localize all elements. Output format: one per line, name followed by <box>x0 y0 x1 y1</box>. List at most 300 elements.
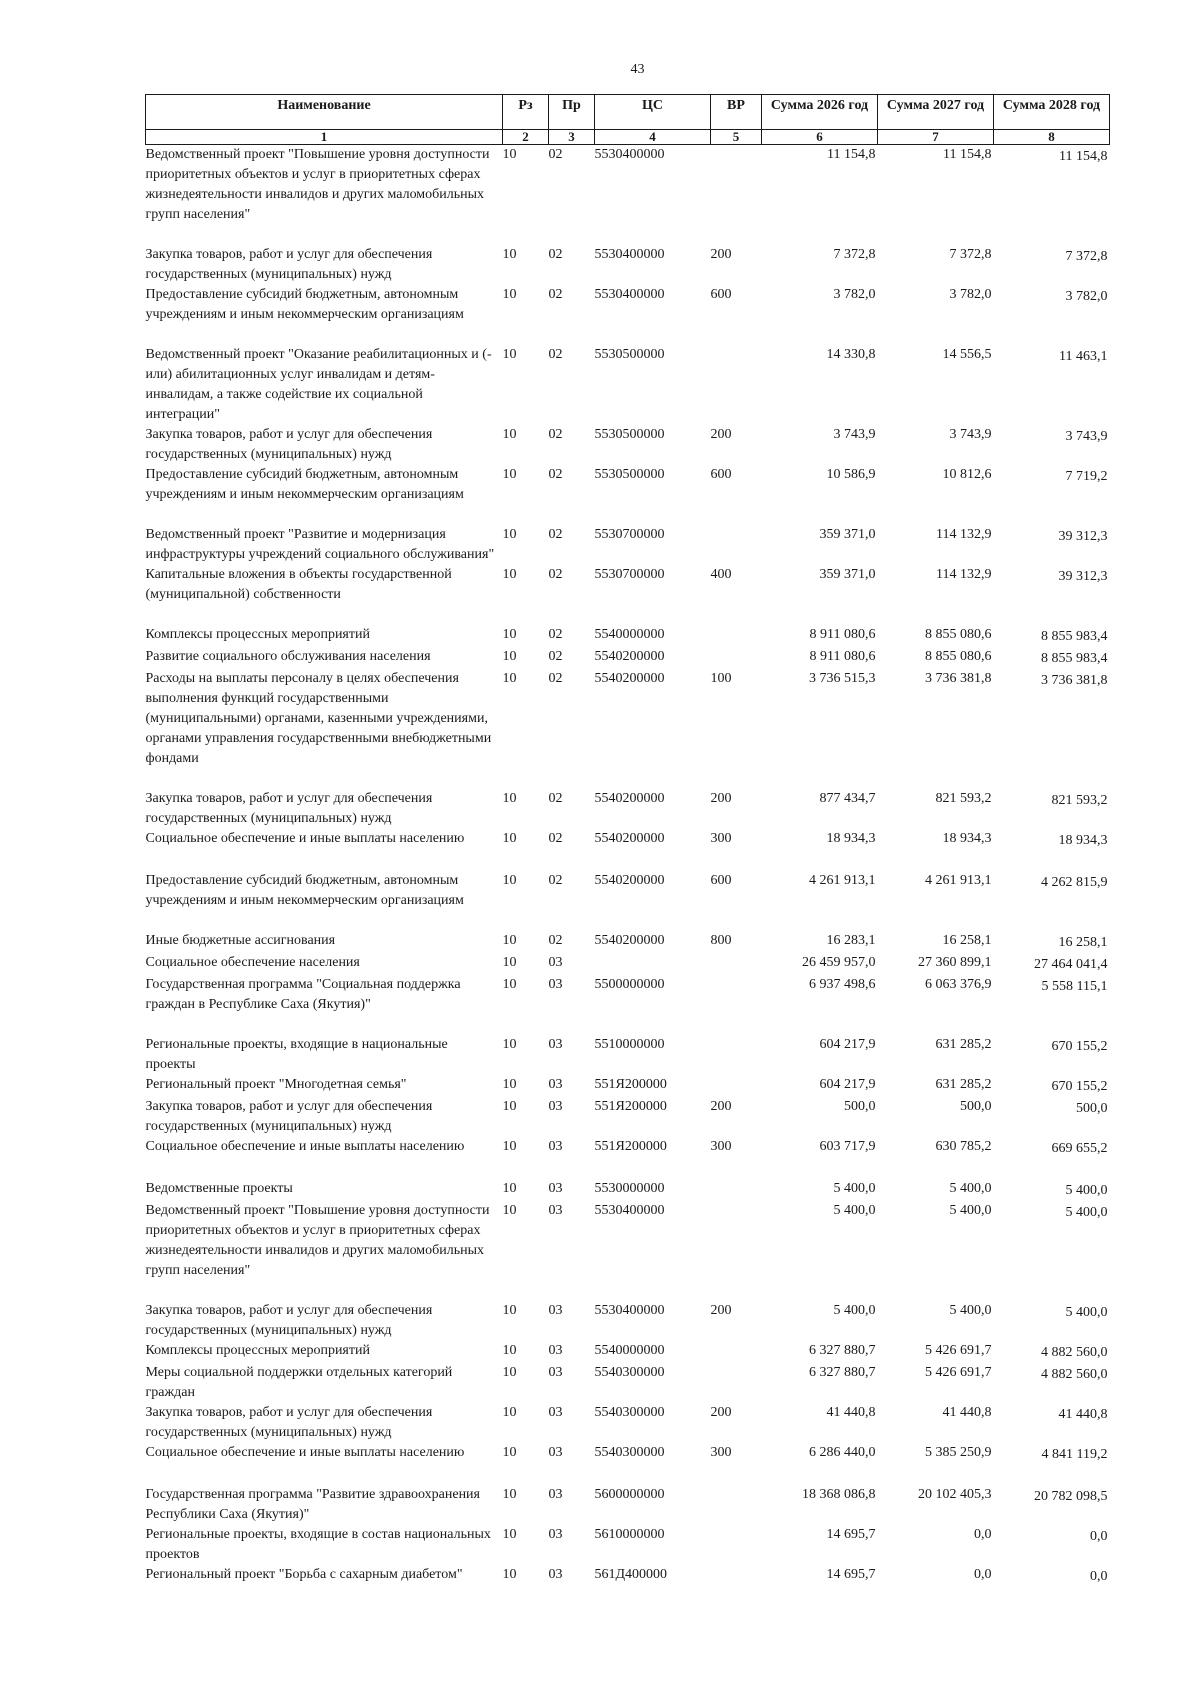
row-cs: 5530400000 <box>594 1203 665 1218</box>
row-vr <box>711 1179 762 1201</box>
row-sum-2026: 603 717,9 <box>819 1139 876 1154</box>
row-name: Ведомственный проект "Повышение уровня доступности приоритетных объектов и услуг в приоритетных сферах жизнедеятельности инвалидов и других маломобильных групп населения" <box>145 1203 490 1278</box>
row-name: Капитальные вложения в объекты государственной (муниципальной) собственности <box>145 567 452 602</box>
row-vr <box>711 1363 762 1403</box>
header-sum-2026: Сумма 2026 год <box>762 95 878 130</box>
row-sum-2027: 8 855 080,6 <box>925 649 992 664</box>
row-sum-2026: 7 372,8 <box>833 247 876 262</box>
row-pr: 03 <box>548 1099 563 1114</box>
row-pr: 02 <box>548 147 563 162</box>
row-sum-2027: 3 743,9 <box>949 427 992 442</box>
row-sum-2028: 39 312,3 <box>1058 569 1108 584</box>
row-pr: 02 <box>548 933 563 948</box>
row-sum-2026: 4 261 913,1 <box>809 873 876 888</box>
table-row <box>146 1201 1110 1281</box>
row-rz: 10 <box>502 671 517 686</box>
row-pr: 03 <box>548 1077 563 1092</box>
row-cs: 5540200000 <box>594 791 665 806</box>
row-sum-2028: 11 154,8 <box>1059 149 1108 164</box>
header-rz: Рз <box>503 95 549 130</box>
row-spacer <box>146 1465 1110 1485</box>
row-sum-2026: 877 434,7 <box>819 791 876 806</box>
header-pr: Пр <box>549 95 595 130</box>
row-spacer <box>146 325 1110 345</box>
row-sum-2027: 11 154,8 <box>943 147 992 162</box>
row-cs: 551Я200000 <box>594 1077 667 1092</box>
row-cs: 5530400000 <box>594 1303 665 1318</box>
table-row <box>146 1443 1110 1465</box>
row-vr <box>711 953 762 975</box>
row-vr: 600 <box>710 873 732 888</box>
row-name: Комплексы процессных мероприятий <box>145 627 370 642</box>
row-name: Региональный проект "Борьба с сахарным диабетом" <box>145 1567 463 1582</box>
row-sum-2026: 5 400,0 <box>833 1203 876 1218</box>
row-sum-2027: 18 934,3 <box>942 831 992 846</box>
row-name: Расходы на выплаты персоналу в целях обеспечения выполнения функций государственными (муниципальными) органами, казенными учреждениями, органами управления государственными внебюджетными фондами <box>145 671 492 766</box>
row-rz: 10 <box>502 1203 517 1218</box>
row-name: Региональный проект "Многодетная семья" <box>145 1077 407 1092</box>
row-sum-2027: 5 400,0 <box>949 1303 992 1318</box>
row-sum-2027: 5 426 691,7 <box>925 1365 992 1380</box>
row-sum-2027: 3 736 381,8 <box>925 671 992 686</box>
column-number: 6 <box>762 130 878 145</box>
row-rz: 10 <box>502 649 517 664</box>
header-vr: ВР <box>711 95 762 130</box>
row-sum-2028: 0,0 <box>1090 1569 1108 1584</box>
row-sum-2026: 5 400,0 <box>833 1181 876 1196</box>
row-sum-2028: 670 155,2 <box>1051 1039 1108 1054</box>
row-pr: 03 <box>548 1181 563 1196</box>
row-sum-2027: 114 132,9 <box>936 527 992 542</box>
row-sum-2028: 5 400,0 <box>1065 1205 1108 1220</box>
table-row <box>146 1341 1110 1363</box>
row-pr: 02 <box>548 527 563 542</box>
row-sum-2028: 5 400,0 <box>1065 1305 1108 1320</box>
row-rz: 10 <box>502 1303 517 1318</box>
column-number: 2 <box>503 130 549 145</box>
row-vr: 300 <box>710 1445 732 1460</box>
row-cs: 5610000000 <box>594 1527 665 1542</box>
header-sum-2027: Сумма 2027 год <box>878 95 994 130</box>
row-vr: 200 <box>710 1405 732 1420</box>
row-rz: 10 <box>502 873 517 888</box>
row-rz: 10 <box>502 1037 517 1052</box>
row-sum-2028: 4 841 119,2 <box>1041 1447 1108 1462</box>
row-sum-2028: 0,0 <box>1090 1529 1108 1544</box>
row-name: Развитие социального обслуживания населения <box>145 649 431 664</box>
table-row <box>146 465 1110 505</box>
row-sum-2027: 4 261 913,1 <box>925 873 992 888</box>
column-number-row <box>146 130 1110 145</box>
column-number: 8 <box>994 130 1110 145</box>
row-pr: 03 <box>548 1567 563 1582</box>
row-name: Закупка товаров, работ и услуг для обеспечения государственных (муниципальных) нужд <box>145 1303 433 1338</box>
table-row <box>146 871 1110 911</box>
row-rz: 10 <box>502 791 517 806</box>
row-cs: 5530500000 <box>594 347 665 362</box>
table-row <box>146 1403 1110 1443</box>
row-rz: 10 <box>502 1099 517 1114</box>
row-spacer <box>146 911 1110 931</box>
row-cs: 5540000000 <box>594 627 665 642</box>
row-sum-2026: 10 586,9 <box>826 467 876 482</box>
row-sum-2026: 500,0 <box>844 1099 876 1114</box>
row-sum-2027: 5 385 250,9 <box>925 1445 992 1460</box>
row-vr <box>711 345 762 425</box>
row-vr: 800 <box>710 933 732 948</box>
row-sum-2028: 11 463,1 <box>1059 349 1108 364</box>
table-row <box>146 1179 1110 1201</box>
row-cs: 5530500000 <box>594 467 665 482</box>
row-sum-2028: 4 882 560,0 <box>1041 1345 1108 1360</box>
row-vr <box>711 1075 762 1097</box>
header-cs: ЦС <box>595 95 711 130</box>
row-sum-2027: 821 593,2 <box>935 791 992 806</box>
row-sum-2027: 631 285,2 <box>935 1037 992 1052</box>
row-name: Иные бюджетные ассигнования <box>145 933 336 948</box>
row-cs: 551Я200000 <box>594 1139 667 1154</box>
row-sum-2028: 27 464 041,4 <box>1034 957 1108 972</box>
row-cs: 5530000000 <box>594 1181 665 1196</box>
row-name: Социальное обеспечение и иные выплаты населению <box>145 1445 465 1460</box>
row-rz: 10 <box>502 1139 517 1154</box>
table-row <box>146 1363 1110 1403</box>
row-vr: 600 <box>710 467 732 482</box>
row-name: Региональные проекты, входящие в национальные проекты <box>145 1037 448 1072</box>
row-name: Ведомственный проект "Оказание реабилитационных и (-или) абилитационных услуг инвалидам и детям-инвалидам, а также содействие их социальной интеграции" <box>145 347 492 422</box>
table-row <box>146 1485 1110 1525</box>
row-sum-2028: 4 262 815,9 <box>1041 875 1108 890</box>
table-row <box>146 345 1110 425</box>
header-name: Наименование <box>146 95 503 130</box>
row-cs: 5540200000 <box>594 649 665 664</box>
row-sum-2026: 14 330,8 <box>826 347 876 362</box>
row-cs <box>595 953 711 975</box>
row-sum-2026: 14 695,7 <box>826 1527 876 1542</box>
row-pr: 03 <box>548 1139 563 1154</box>
row-rz: 10 <box>502 1567 517 1582</box>
row-sum-2026: 6 286 440,0 <box>809 1445 876 1460</box>
row-pr: 03 <box>548 1203 563 1218</box>
table-row <box>146 975 1110 1015</box>
row-sum-2026: 26 459 957,0 <box>802 955 876 970</box>
row-sum-2026: 8 911 080,6 <box>809 627 876 642</box>
row-pr: 02 <box>548 791 563 806</box>
row-sum-2026: 359 371,0 <box>819 567 876 582</box>
row-rz: 10 <box>502 627 517 642</box>
row-sum-2028: 3 743,9 <box>1065 429 1108 444</box>
table-row <box>146 1075 1110 1097</box>
table-row <box>146 245 1110 285</box>
row-pr: 03 <box>548 1405 563 1420</box>
row-cs: 5540200000 <box>594 933 665 948</box>
row-rz: 10 <box>502 1527 517 1542</box>
table-row <box>146 145 1110 226</box>
table-row <box>146 789 1110 829</box>
row-cs: 5530400000 <box>594 147 665 162</box>
row-sum-2028: 7 719,2 <box>1065 469 1108 484</box>
table-row <box>146 625 1110 647</box>
row-name: Социальное обеспечение и иные выплаты населению <box>145 1139 465 1154</box>
row-name: Закупка товаров, работ и услуг для обеспечения государственных (муниципальных) нужд <box>145 1099 433 1134</box>
row-sum-2027: 41 440,8 <box>942 1405 992 1420</box>
row-sum-2028: 16 258,1 <box>1058 935 1108 950</box>
row-sum-2026: 5 400,0 <box>833 1303 876 1318</box>
row-rz: 10 <box>502 287 517 302</box>
row-pr: 03 <box>548 955 563 970</box>
row-vr: 200 <box>710 1303 732 1318</box>
row-spacer <box>146 1281 1110 1301</box>
row-name: Региональные проекты, входящие в состав национальных проектов <box>145 1527 491 1562</box>
table-header-row <box>146 95 1110 130</box>
row-rz: 10 <box>502 1077 517 1092</box>
row-rz: 10 <box>502 427 517 442</box>
table-body <box>146 145 1110 1588</box>
row-pr: 02 <box>548 247 563 262</box>
row-name: Ведомственные проекты <box>145 1181 293 1196</box>
row-pr: 02 <box>548 567 563 582</box>
row-rz: 10 <box>502 977 517 992</box>
row-name: Предоставление субсидий бюджетным, автономным учреждениям и иным некоммерческим организациям <box>145 287 464 322</box>
row-sum-2027: 114 132,9 <box>936 567 992 582</box>
row-pr: 03 <box>548 1343 563 1358</box>
row-pr: 02 <box>548 347 563 362</box>
row-sum-2026: 6 327 880,7 <box>809 1365 876 1380</box>
row-pr: 03 <box>548 977 563 992</box>
row-cs: 5540200000 <box>594 671 665 686</box>
row-cs: 561Д400000 <box>594 1567 668 1582</box>
row-pr: 02 <box>548 831 563 846</box>
row-sum-2028: 41 440,8 <box>1058 1407 1108 1422</box>
row-rz: 10 <box>502 1445 517 1460</box>
column-number: 4 <box>595 130 711 145</box>
row-vr: 300 <box>710 1139 732 1154</box>
row-cs: 5540300000 <box>594 1405 665 1420</box>
row-pr: 02 <box>548 467 563 482</box>
row-cs: 5540300000 <box>594 1365 665 1380</box>
row-pr: 02 <box>548 649 563 664</box>
table-row <box>146 425 1110 465</box>
row-rz: 10 <box>502 1181 517 1196</box>
row-pr: 02 <box>548 873 563 888</box>
row-cs: 5510000000 <box>594 1037 665 1052</box>
row-vr <box>711 975 762 1015</box>
row-cs: 5540000000 <box>594 1343 665 1358</box>
row-sum-2027: 27 360 899,1 <box>918 955 992 970</box>
row-name: Предоставление субсидий бюджетным, автономным учреждениям и иным некоммерческим организациям <box>145 873 464 908</box>
row-pr: 03 <box>548 1487 563 1502</box>
table-row <box>146 669 1110 769</box>
row-name: Государственная программа "Социальная поддержка граждан в Республике Саха (Якутия)" <box>145 977 461 1012</box>
row-sum-2026: 3 736 515,3 <box>809 671 876 686</box>
row-vr: 200 <box>710 247 732 262</box>
row-rz: 10 <box>502 1343 517 1358</box>
row-sum-2026: 359 371,0 <box>819 527 876 542</box>
row-vr <box>711 145 762 226</box>
row-name: Социальное обеспечение населения <box>145 955 360 970</box>
row-sum-2026: 604 217,9 <box>819 1037 876 1052</box>
row-vr: 200 <box>710 791 732 806</box>
row-rz: 10 <box>502 567 517 582</box>
column-number: 1 <box>146 130 503 145</box>
row-sum-2027: 630 785,2 <box>935 1139 992 1154</box>
row-cs: 5540200000 <box>594 873 665 888</box>
row-sum-2027: 5 426 691,7 <box>925 1343 992 1358</box>
row-spacer <box>146 605 1110 625</box>
row-sum-2028: 8 855 983,4 <box>1041 629 1108 644</box>
table-row <box>146 829 1110 851</box>
row-cs: 5600000000 <box>594 1487 665 1502</box>
table-row <box>146 1525 1110 1565</box>
row-sum-2028: 3 736 381,8 <box>1041 673 1108 688</box>
row-name: Социальное обеспечение и иные выплаты населению <box>145 831 465 846</box>
row-vr <box>711 1525 762 1565</box>
row-sum-2027: 5 400,0 <box>949 1203 992 1218</box>
row-rz: 10 <box>502 347 517 362</box>
row-vr: 600 <box>710 287 732 302</box>
row-cs: 5530700000 <box>594 567 665 582</box>
row-sum-2027: 500,0 <box>960 1099 992 1114</box>
row-vr: 200 <box>710 427 732 442</box>
row-sum-2027: 0,0 <box>974 1527 992 1542</box>
row-sum-2027: 20 102 405,3 <box>918 1487 992 1502</box>
row-sum-2028: 39 312,3 <box>1058 529 1108 544</box>
row-vr: 200 <box>710 1099 732 1114</box>
row-sum-2026: 41 440,8 <box>826 1405 876 1420</box>
column-number: 7 <box>878 130 994 145</box>
row-sum-2027: 3 782,0 <box>949 287 992 302</box>
row-pr: 02 <box>548 427 563 442</box>
row-sum-2028: 5 558 115,1 <box>1041 979 1108 994</box>
row-cs: 5530700000 <box>594 527 665 542</box>
row-vr: 400 <box>710 567 732 582</box>
row-sum-2028: 3 782,0 <box>1065 289 1108 304</box>
row-vr: 100 <box>710 671 732 686</box>
row-sum-2028: 4 882 560,0 <box>1041 1367 1108 1382</box>
row-pr: 02 <box>548 671 563 686</box>
row-name: Закупка товаров, работ и услуг для обеспечения государственных (муниципальных) нужд <box>145 247 433 282</box>
row-rz: 10 <box>502 955 517 970</box>
row-vr <box>711 525 762 565</box>
row-rz: 10 <box>502 1405 517 1420</box>
table-row <box>146 1097 1110 1137</box>
row-sum-2028: 669 655,2 <box>1051 1141 1108 1156</box>
table-row <box>146 1137 1110 1159</box>
row-sum-2027: 631 285,2 <box>935 1077 992 1092</box>
row-name: Комплексы процессных мероприятий <box>145 1343 370 1358</box>
row-cs: 551Я200000 <box>594 1099 667 1114</box>
row-pr: 02 <box>548 287 563 302</box>
row-sum-2028: 20 782 098,5 <box>1034 1489 1108 1504</box>
table-row <box>146 1301 1110 1341</box>
row-pr: 03 <box>548 1303 563 1318</box>
row-vr <box>711 647 762 669</box>
column-number: 3 <box>549 130 595 145</box>
row-rz: 10 <box>502 1365 517 1380</box>
row-spacer <box>146 1015 1110 1035</box>
row-sum-2026: 18 934,3 <box>826 831 876 846</box>
budget-table <box>145 94 1110 1587</box>
table-row <box>146 931 1110 953</box>
table-row <box>146 1565 1110 1587</box>
row-name: Закупка товаров, работ и услуг для обеспечения государственных (муниципальных) нужд <box>145 427 433 462</box>
row-rz: 10 <box>502 467 517 482</box>
row-sum-2028: 821 593,2 <box>1051 793 1108 808</box>
row-sum-2028: 5 400,0 <box>1065 1183 1108 1198</box>
row-sum-2028: 18 934,3 <box>1058 833 1108 848</box>
row-vr <box>711 1201 762 1281</box>
row-rz: 10 <box>502 831 517 846</box>
row-sum-2026: 11 154,8 <box>827 147 876 162</box>
row-pr: 03 <box>548 1527 563 1542</box>
row-sum-2027: 8 855 080,6 <box>925 627 992 642</box>
row-pr: 03 <box>548 1037 563 1052</box>
row-sum-2026: 8 911 080,6 <box>809 649 876 664</box>
row-sum-2026: 16 283,1 <box>826 933 876 948</box>
row-spacer <box>146 1159 1110 1179</box>
row-pr: 03 <box>548 1445 563 1460</box>
row-cs: 5530400000 <box>594 247 665 262</box>
row-sum-2027: 0,0 <box>974 1567 992 1582</box>
row-sum-2028: 8 855 983,4 <box>1041 651 1108 666</box>
row-name: Предоставление субсидий бюджетным, автономным учреждениям и иным некоммерческим организациям <box>145 467 464 502</box>
row-sum-2027: 14 556,5 <box>942 347 992 362</box>
header-sum-2028: Сумма 2028 год <box>994 95 1110 130</box>
row-vr <box>711 1341 762 1363</box>
table-row <box>146 525 1110 565</box>
table-row <box>146 1035 1110 1075</box>
row-cs: 5530500000 <box>594 427 665 442</box>
row-rz: 10 <box>502 933 517 948</box>
row-sum-2026: 604 217,9 <box>819 1077 876 1092</box>
row-sum-2027: 6 063 376,9 <box>925 977 992 992</box>
row-rz: 10 <box>502 147 517 162</box>
table-row <box>146 285 1110 325</box>
row-vr <box>711 625 762 647</box>
row-spacer <box>146 225 1110 245</box>
row-cs: 5540300000 <box>594 1445 665 1460</box>
row-vr: 300 <box>710 831 732 846</box>
row-sum-2028: 500,0 <box>1076 1101 1108 1116</box>
row-spacer <box>146 769 1110 789</box>
row-pr: 03 <box>548 1365 563 1380</box>
row-name: Закупка товаров, работ и услуг для обеспечения государственных (муниципальных) нужд <box>145 1405 433 1440</box>
row-spacer <box>146 505 1110 525</box>
row-sum-2026: 6 937 498,6 <box>809 977 876 992</box>
row-sum-2026: 14 695,7 <box>826 1567 876 1582</box>
column-number: 5 <box>711 130 762 145</box>
row-name: Государственная программа "Развитие здравоохранения Республики Саха (Якутия)" <box>145 1487 480 1522</box>
row-cs: 5530400000 <box>594 287 665 302</box>
table-row <box>146 647 1110 669</box>
row-vr <box>711 1035 762 1075</box>
table-row <box>146 953 1110 975</box>
page-number: 43 <box>630 62 645 77</box>
row-sum-2026: 6 327 880,7 <box>809 1343 876 1358</box>
row-name: Закупка товаров, работ и услуг для обеспечения государственных (муниципальных) нужд <box>145 791 433 826</box>
row-sum-2026: 3 743,9 <box>833 427 876 442</box>
row-sum-2027: 10 812,6 <box>942 467 992 482</box>
row-vr <box>711 1485 762 1525</box>
row-sum-2028: 7 372,8 <box>1065 249 1108 264</box>
row-sum-2027: 16 258,1 <box>942 933 992 948</box>
row-name: Ведомственный проект "Повышение уровня доступности приоритетных объектов и услуг в приоритетных сферах жизнедеятельности инвалидов и других маломобильных групп населения" <box>145 147 490 222</box>
row-rz: 10 <box>502 527 517 542</box>
row-sum-2026: 3 782,0 <box>833 287 876 302</box>
row-rz: 10 <box>502 1487 517 1502</box>
row-sum-2027: 5 400,0 <box>949 1181 992 1196</box>
table-row <box>146 565 1110 605</box>
